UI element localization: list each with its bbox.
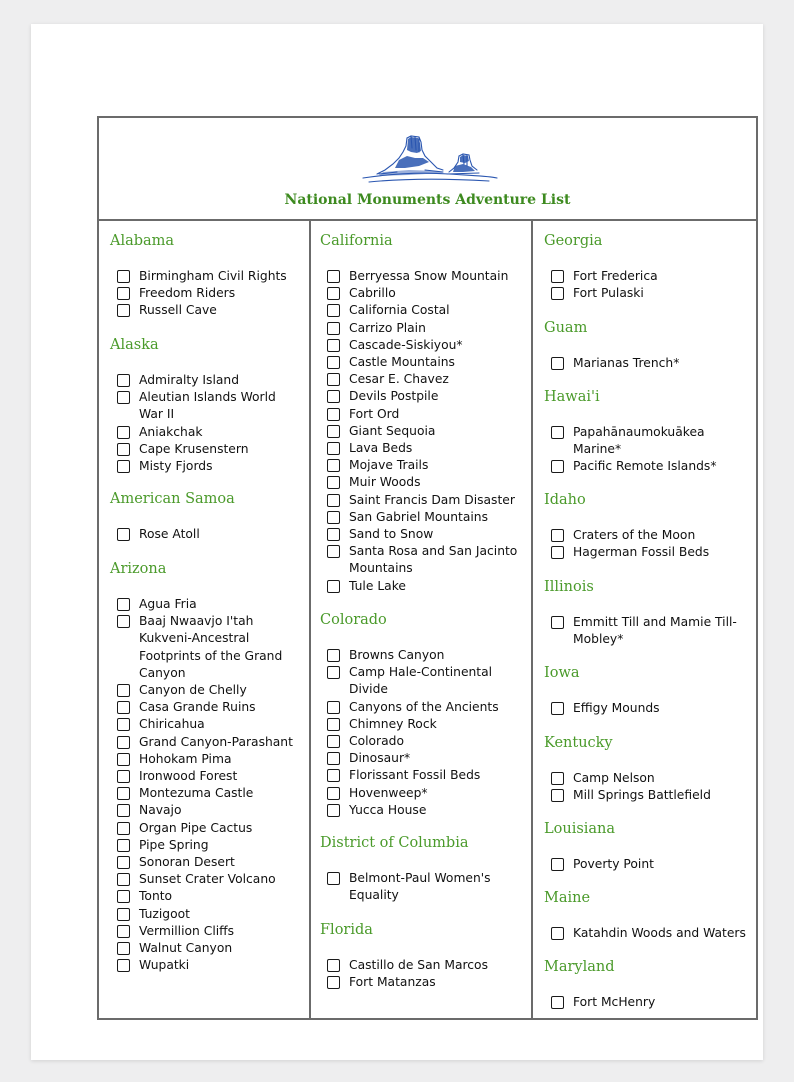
checkbox[interactable] (551, 357, 564, 370)
monument-label: Montezuma Castle (139, 786, 254, 801)
checklist-item[interactable] (320, 354, 520, 371)
checkbox[interactable] (327, 442, 340, 455)
checklist-item[interactable] (320, 302, 520, 319)
checkbox[interactable] (117, 890, 130, 903)
state-group-guam (544, 320, 749, 372)
state-heading: Iowa (544, 665, 580, 681)
column-1 (99, 219, 311, 1018)
checklist-item[interactable] (544, 614, 749, 648)
checklist-item[interactable] (110, 888, 300, 905)
checklist-item[interactable] (320, 974, 520, 991)
checklist-item[interactable] (110, 389, 300, 423)
document-page (31, 24, 763, 1060)
checkbox[interactable] (117, 443, 130, 456)
monument-label: Tuzigoot (139, 906, 190, 921)
monument-label: Fort Frederica (573, 269, 658, 283)
checklist-item[interactable] (320, 767, 520, 784)
monument-label: Castillo de San Marcos (349, 958, 488, 972)
checkbox[interactable] (327, 649, 340, 662)
checklist-item[interactable] (110, 751, 300, 768)
checklist-item[interactable] (110, 441, 300, 458)
checklist-item[interactable] (110, 768, 300, 785)
monument-label: Castle Mountains (349, 355, 455, 370)
monument-list (320, 268, 520, 595)
checkbox[interactable] (551, 858, 564, 871)
monument-list (544, 268, 749, 302)
state-group-idaho (544, 492, 749, 561)
checkbox[interactable] (117, 270, 130, 283)
state-heading: Idaho (544, 492, 586, 508)
checkbox[interactable] (327, 701, 340, 714)
page-title: National Monuments Adventure List (284, 192, 571, 208)
monument-label: Dinosaur* (349, 751, 411, 766)
monument-label: Santa Rosa and San Jacinto Mountains (349, 544, 518, 576)
checkbox[interactable] (117, 460, 130, 473)
monument-label: Katahdin Woods and Waters (573, 926, 746, 940)
checkbox[interactable] (327, 511, 340, 524)
checkbox[interactable] (327, 872, 340, 885)
state-group-american-samoa (110, 491, 300, 543)
checkbox[interactable] (551, 772, 564, 785)
checkbox[interactable] (327, 804, 340, 817)
checklist-item[interactable] (320, 750, 520, 767)
monument-label: Organ Pipe Cactus (139, 820, 253, 835)
monument-label: Sonoran Desert (139, 855, 235, 870)
monument-label: Fort Matanzas (349, 975, 436, 990)
checklist-item[interactable] (110, 957, 300, 974)
monument-list (320, 647, 520, 819)
monument-label: Giant Sequoia (349, 423, 436, 438)
monument-label: Craters of the Moon (573, 528, 696, 542)
monument-label: Tonto (139, 889, 173, 904)
monument-label: Rose Atoll (139, 527, 200, 541)
state-heading: Hawai'i (544, 389, 600, 405)
monument-list (110, 268, 300, 320)
monument-label: Florissant Fossil Beds (349, 768, 481, 783)
checklist-item[interactable] (110, 596, 300, 613)
state-group-california (320, 233, 520, 595)
checklist-item[interactable] (320, 440, 520, 457)
monument-label: Sunset Crater Volcano (139, 872, 276, 887)
monument-list (110, 596, 300, 974)
monument-label: Aniakchak (139, 424, 203, 439)
checklist-item[interactable] (320, 337, 520, 354)
monument-label: Canyons of the Ancients (349, 699, 499, 714)
monument-label: Tule Lake (349, 578, 406, 593)
checkbox[interactable] (327, 287, 340, 300)
monument-label: Yucca House (349, 802, 427, 817)
state-heading: Alaska (110, 337, 159, 353)
checkbox[interactable] (327, 476, 340, 489)
monument-label: Papahānaumokuākea Marine* (573, 425, 705, 457)
monument-list (544, 355, 749, 372)
checklist-item[interactable] (110, 820, 300, 837)
checkbox[interactable] (327, 356, 340, 369)
checkbox[interactable] (117, 839, 130, 852)
checkbox[interactable] (551, 529, 564, 542)
monument-list (110, 372, 300, 475)
checkbox[interactable] (117, 736, 130, 749)
checklist-item[interactable] (110, 940, 300, 957)
state-heading: Maryland (544, 959, 615, 975)
monument-label: Marianas Trench* (573, 356, 680, 370)
checkbox[interactable] (327, 270, 340, 283)
state-group-illinois (544, 579, 749, 648)
state-group-district-of-columbia (320, 835, 520, 904)
checklist-item[interactable] (320, 492, 520, 509)
header (99, 118, 756, 221)
monument-label: Mill Springs Battlefield (573, 788, 711, 803)
checklist-item[interactable] (110, 734, 300, 751)
monument-label: Pacific Remote Islands* (573, 459, 717, 474)
checklist-item[interactable] (110, 372, 300, 389)
state-group-alaska (110, 337, 300, 475)
checkbox[interactable] (117, 804, 130, 817)
monument-label: Birmingham Civil Rights (139, 269, 287, 283)
checklist-item[interactable] (320, 870, 520, 904)
monument-list (544, 770, 749, 804)
monument-label: San Gabriel Mountains (349, 509, 488, 524)
checkbox[interactable] (327, 322, 340, 335)
monument-label: Saint Francis Dam Disaster (349, 492, 515, 507)
monument-label: Fort Pulaski (573, 286, 644, 301)
monument-label: Sand to Snow (349, 527, 434, 542)
checklist-item[interactable] (320, 699, 520, 716)
checklist-item[interactable] (110, 285, 300, 302)
checklist-item[interactable] (544, 856, 749, 873)
state-heading: Illinois (544, 579, 594, 595)
checklist-item[interactable] (544, 770, 749, 787)
checkbox[interactable] (551, 287, 564, 300)
checkbox[interactable] (327, 528, 340, 541)
checkbox[interactable] (551, 270, 564, 283)
state-heading: American Samoa (110, 491, 235, 507)
checkbox[interactable] (327, 459, 340, 472)
checkbox[interactable] (327, 494, 340, 507)
monument-label: Ironwood Forest (139, 769, 238, 784)
state-group-maine (544, 890, 749, 942)
checklist-item[interactable] (544, 787, 749, 804)
monument-label: Navajo (139, 803, 182, 818)
monument-label: Chimney Rock (349, 716, 437, 731)
state-heading: Maine (544, 890, 591, 906)
state-group-iowa (544, 665, 749, 717)
checkbox[interactable] (551, 927, 564, 940)
monument-label: Freedom Riders (139, 286, 236, 301)
checkbox[interactable] (117, 787, 130, 800)
checkbox[interactable] (117, 908, 130, 921)
checkbox[interactable] (327, 787, 340, 800)
state-group-kentucky (544, 735, 749, 804)
checkbox[interactable] (117, 287, 130, 300)
state-heading: Alabama (110, 233, 175, 249)
checklist-item[interactable] (110, 526, 300, 543)
checklist-item[interactable] (110, 923, 300, 940)
state-group-maryland (544, 959, 749, 1011)
checklist-item[interactable] (320, 785, 520, 802)
state-heading: Kentucky (544, 735, 613, 751)
checkbox[interactable] (117, 959, 130, 972)
checkbox[interactable] (551, 460, 564, 473)
monument-label: Berryessa Snow Mountain (349, 269, 509, 283)
checklist-item[interactable] (320, 320, 520, 337)
checkbox[interactable] (117, 718, 130, 731)
state-heading: Colorado (320, 612, 387, 628)
checklist-item[interactable] (544, 994, 749, 1011)
checklist-item[interactable] (320, 285, 520, 302)
checklist-item[interactable] (320, 716, 520, 733)
state-group-louisiana (544, 821, 749, 873)
checkbox[interactable] (117, 426, 130, 439)
state-heading: Florida (320, 922, 373, 938)
checklist-item[interactable] (320, 474, 520, 491)
checkbox[interactable] (327, 718, 340, 731)
checkbox[interactable] (117, 374, 130, 387)
checklist-item[interactable] (544, 424, 749, 458)
checklist-item[interactable] (320, 647, 520, 664)
checkbox[interactable] (327, 666, 340, 679)
checkbox[interactable] (117, 598, 130, 611)
checkbox[interactable] (327, 580, 340, 593)
checklist-item[interactable] (544, 458, 749, 475)
monument-label: Chiricahua (139, 717, 205, 732)
monument-label: Mojave Trails (349, 458, 429, 473)
checklist-item[interactable] (544, 355, 749, 372)
monument-label: California Costal (349, 303, 450, 318)
checkbox[interactable] (551, 616, 564, 629)
monument-list (544, 700, 749, 717)
monument-valley-butte-icon (359, 126, 499, 186)
monument-label: Colorado (349, 734, 404, 749)
monument-label: Camp Hale-Continental Divide (349, 665, 493, 697)
state-heading: Guam (544, 320, 588, 336)
monument-list (544, 424, 749, 476)
monument-label: Grand Canyon-Parashant (139, 734, 293, 749)
checklist-item[interactable] (110, 802, 300, 819)
checklist-item[interactable] (320, 957, 520, 974)
checklist-item[interactable] (544, 925, 749, 942)
checklist-item[interactable] (320, 543, 520, 577)
monument-label: Wupatki (139, 958, 190, 973)
monument-label: Poverty Point (573, 857, 654, 871)
monument-label: Lava Beds (349, 441, 413, 456)
checklist-item[interactable] (110, 458, 300, 475)
monument-label: Devils Postpile (349, 389, 439, 404)
monument-list (320, 957, 520, 991)
monument-label: Misty Fjords (139, 459, 213, 474)
checklist-item[interactable] (544, 527, 749, 544)
checklist-item[interactable] (110, 613, 300, 682)
monument-label: Camp Nelson (573, 771, 655, 785)
checkbox[interactable] (117, 528, 130, 541)
checkbox[interactable] (551, 789, 564, 802)
checklist-item[interactable] (320, 664, 520, 698)
monument-label: Fort McHenry (573, 995, 656, 1009)
monument-label: Casa Grande Ruins (139, 700, 256, 715)
checkbox[interactable] (327, 735, 340, 748)
state-group-georgia (544, 233, 749, 302)
state-heading: Louisiana (544, 821, 616, 837)
state-heading: Arizona (110, 561, 167, 577)
checkbox[interactable] (551, 996, 564, 1009)
checklist-item[interactable] (544, 285, 749, 302)
checklist-item[interactable] (320, 802, 520, 819)
checkbox[interactable] (117, 753, 130, 766)
state-group-arizona (110, 561, 300, 974)
checklist-item[interactable] (110, 906, 300, 923)
checklist-item[interactable] (544, 700, 749, 717)
monument-label: Admiralty Island (139, 373, 239, 387)
checkbox[interactable] (327, 304, 340, 317)
column-3 (533, 219, 758, 1018)
monument-label: Hagerman Fossil Beds (573, 545, 710, 560)
monument-label: Belmont-Paul Women's Equality (349, 871, 491, 903)
checklist-item[interactable] (110, 716, 300, 733)
checkbox[interactable] (117, 942, 130, 955)
checkbox[interactable] (117, 701, 130, 714)
monument-label: Baaj Nwaavjo I'tah Kukveni-Ancestral Footprints of the Grand Canyon (139, 614, 283, 680)
checklist-item[interactable] (320, 423, 520, 440)
checkbox[interactable] (117, 304, 130, 317)
checkbox[interactable] (327, 408, 340, 421)
monument-label: Agua Fria (139, 597, 197, 611)
monument-list (544, 994, 749, 1011)
monument-list (544, 925, 749, 942)
state-heading: Georgia (544, 233, 603, 249)
monument-label: Carrizo Plain (349, 320, 426, 335)
checkbox[interactable] (117, 770, 130, 783)
monument-label: Hohokam Pima (139, 751, 232, 766)
checkbox[interactable] (551, 426, 564, 439)
checkbox[interactable] (117, 391, 130, 404)
checklist-item[interactable] (320, 509, 520, 526)
monument-label: Russell Cave (139, 303, 217, 318)
state-group-florida (320, 922, 520, 991)
checklist-item[interactable] (110, 854, 300, 871)
checklist-item[interactable] (110, 268, 300, 285)
monument-label: Emmitt Till and Mamie Till-Mobley* (573, 615, 737, 647)
monument-label: Muir Woods (349, 475, 421, 490)
monument-label: Canyon de Chelly (139, 683, 247, 698)
monument-label: Hovenweep* (349, 785, 428, 800)
checklist-item[interactable] (110, 871, 300, 888)
checklist-item[interactable] (320, 733, 520, 750)
checklist-item[interactable] (110, 302, 300, 319)
checkbox[interactable] (551, 702, 564, 715)
monument-label: Vermillion Cliffs (139, 923, 235, 938)
monument-label: Cabrillo (349, 286, 396, 301)
checklist-item[interactable] (320, 268, 520, 285)
monument-label: Cascade-Siskiyou* (349, 337, 463, 352)
checklist-item[interactable] (320, 578, 520, 595)
checkbox[interactable] (327, 339, 340, 352)
checkbox[interactable] (551, 546, 564, 559)
checkbox[interactable] (117, 822, 130, 835)
checkbox[interactable] (327, 390, 340, 403)
monument-list (320, 870, 520, 904)
checkbox[interactable] (327, 752, 340, 765)
monument-label: Cape Krusenstern (139, 441, 249, 456)
monument-label: Pipe Spring (139, 837, 209, 852)
checkbox[interactable] (327, 373, 340, 386)
checkbox[interactable] (117, 684, 130, 697)
checklist-item[interactable] (544, 268, 749, 285)
checklist-item[interactable] (544, 544, 749, 561)
checkbox[interactable] (327, 769, 340, 782)
state-group-alabama (110, 233, 300, 320)
checkbox[interactable] (117, 873, 130, 886)
state-heading: District of Columbia (320, 835, 469, 851)
checkbox[interactable] (327, 959, 340, 972)
checklist-item[interactable] (320, 406, 520, 423)
monument-list (544, 856, 749, 873)
checklist-item[interactable] (320, 457, 520, 474)
monument-label: Walnut Canyon (139, 941, 233, 956)
checklist-item[interactable] (110, 785, 300, 802)
monument-label: Aleutian Islands World War II (139, 390, 276, 422)
state-heading: California (320, 233, 393, 249)
monument-list (110, 526, 300, 543)
checklist-item[interactable] (320, 526, 520, 543)
checkbox[interactable] (117, 615, 130, 628)
checklist-frame (97, 116, 758, 1020)
checklist-item[interactable] (110, 682, 300, 699)
checklist-item[interactable] (320, 388, 520, 405)
checklist-item[interactable] (110, 424, 300, 441)
monument-label: Effigy Mounds (573, 701, 660, 715)
checkbox[interactable] (327, 425, 340, 438)
state-group-colorado (320, 612, 520, 819)
checklist-item[interactable] (110, 837, 300, 854)
monument-list (544, 527, 749, 561)
monument-label: Browns Canyon (349, 648, 445, 662)
monument-label: Cesar E. Chavez (349, 372, 449, 387)
state-group-hawai-i (544, 389, 749, 476)
checklist-item[interactable] (110, 699, 300, 716)
monument-list (544, 614, 749, 648)
checkbox[interactable] (117, 925, 130, 938)
checkbox[interactable] (327, 545, 340, 558)
checkbox[interactable] (327, 976, 340, 989)
column-2 (309, 219, 533, 1018)
checklist-item[interactable] (320, 371, 520, 388)
monument-label: Fort Ord (349, 406, 400, 421)
checkbox[interactable] (117, 856, 130, 869)
